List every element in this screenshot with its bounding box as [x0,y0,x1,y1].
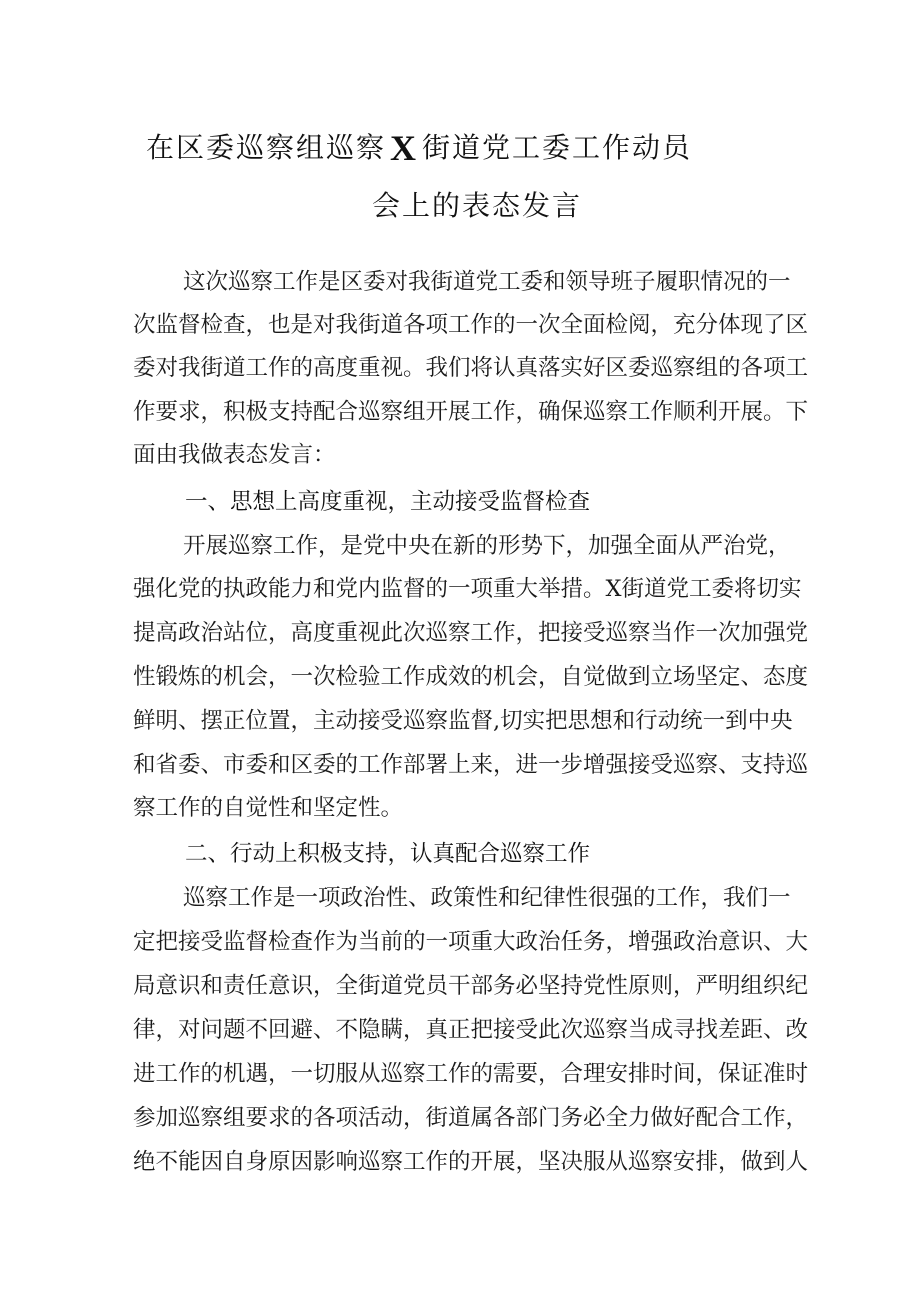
section-2-line: 绝不能因自身原因影响巡察工作的开展，坚决服从巡察安排，做到人 [133,1149,809,1175]
section-1-line: 和省委、市委和区委的工作部署上来，进一步增强接受巡察、支持巡 [133,752,809,778]
intro-line: 委对我街道工作的高度重视。我们将认真落实好区委巡察组的各项工 [133,355,809,381]
document-title-line-1 [146,126,692,169]
section-1-line: 提高政治站位，高度重视此次巡察工作，把接受巡察当作一次加强党 [133,620,809,646]
intro-line: 面由我做表态发言： [133,442,336,468]
section-1-line: 强化党的执政能力和党内监督的一项重大举措。X街道党工委将切实 [133,576,802,602]
section-1-line: 开展巡察工作，是党中央在新的形势下，加强全面从严治党， [183,533,791,559]
document-title-line-2: 会上的表态发言 [372,189,583,222]
title-part-b: 街道党工委工作动员 [422,131,693,164]
title-x: X [390,128,419,168]
intro-line: 这次巡察工作是区委对我街道党工委和领导班子履职情况的一 [183,269,791,295]
section-1-line: 鲜明、摆正位置，主动接受巡察监督,切实把思想和行动统一到中央 [133,708,793,734]
section-2-line: 进工作的机遇，一切服从巡察工作的需要，合理安排时间，保证准时 [133,1061,809,1087]
section-2-line: 参加巡察组要求的各项活动，街道属各部门务必全力做好配合工作， [133,1105,809,1131]
section-1-line: 察工作的自觉性和坚定性。 [133,795,404,821]
title-part-a: 在区委巡察组巡察 [146,131,387,164]
section-2-heading: 二、行动上积极支持，认真配合巡察工作 [185,841,591,867]
section-2-line: 局意识和责任意识，全街道党员干部务必坚持党性原则，严明组织纪 [133,973,809,999]
section-1-line: 性锻炼的机会，一次检验工作成效的机会，自觉做到立场坚定、态度 [133,664,809,690]
intro-line: 次监督检查，也是对我街道各项工作的一次全面检阅，充分体现了区 [133,312,809,338]
section-2-line: 定把接受监督检查作为当前的一项重大政治任务，增强政治意识、大 [133,929,809,955]
intro-line: 作要求，积极支持配合巡察组开展工作，确保巡察工作顺利开展。下 [133,399,809,425]
section-1-heading: 一、思想上高度重视，主动接受监督检查 [185,489,591,515]
section-2-line: 巡察工作是一项政治性、政策性和纪律性很强的工作，我们一 [183,885,791,911]
section-2-line: 律，对问题不回避、不隐瞒，真正把接受此次巡察当成寻找差距、改 [133,1017,809,1043]
